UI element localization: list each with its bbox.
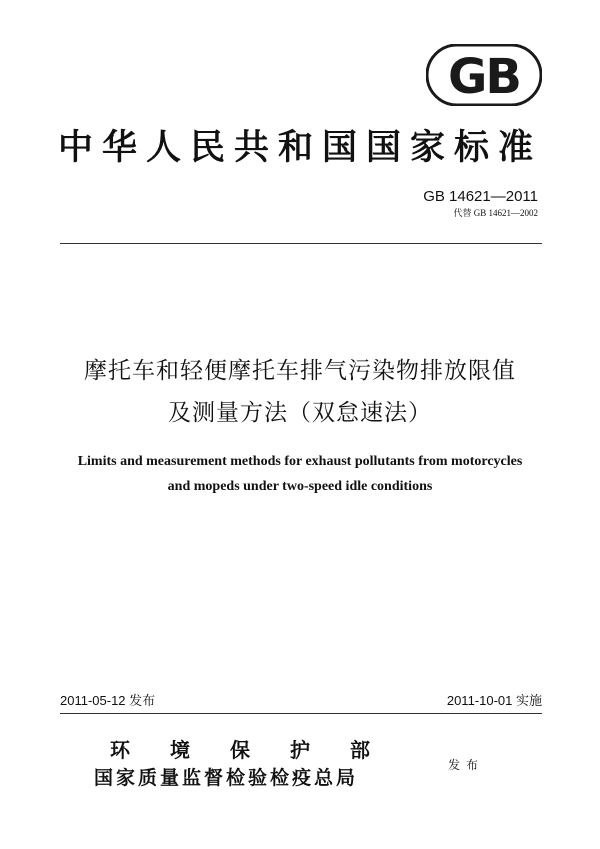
chinese-title-line-1: 摩托车和轻便摩托车排气污染物排放限值 bbox=[84, 358, 516, 384]
standard-code: GB 14621—2011 bbox=[423, 188, 538, 205]
issue-date: 2011-05-12 发布 bbox=[60, 693, 156, 708]
chinese-title-line-2: 及测量方法（双怠速法） bbox=[168, 400, 432, 426]
replaces-standard-note: 代替 GB 14621—2002 bbox=[453, 208, 538, 218]
publish-label: 发布 bbox=[448, 758, 485, 772]
gb-logo-icon bbox=[426, 44, 542, 106]
issuer-administration: 国家质量监督检验检疫总局 bbox=[94, 767, 359, 789]
english-title-line-1: Limits and measurement methods for exhaust pollutants from motorcycles bbox=[77, 454, 523, 469]
gb-logo-text: GB bbox=[448, 49, 520, 105]
header-divider bbox=[60, 243, 542, 244]
footer-divider bbox=[60, 713, 542, 714]
english-title-line-2: and mopeds under two-speed idle conditions bbox=[167, 479, 433, 494]
issuer-ministry: 环境保护部 bbox=[110, 738, 410, 762]
standard-category-title: 中华人民共和国国家标准 bbox=[57, 128, 542, 168]
implementation-date: 2011-10-01 实施 bbox=[446, 693, 542, 708]
